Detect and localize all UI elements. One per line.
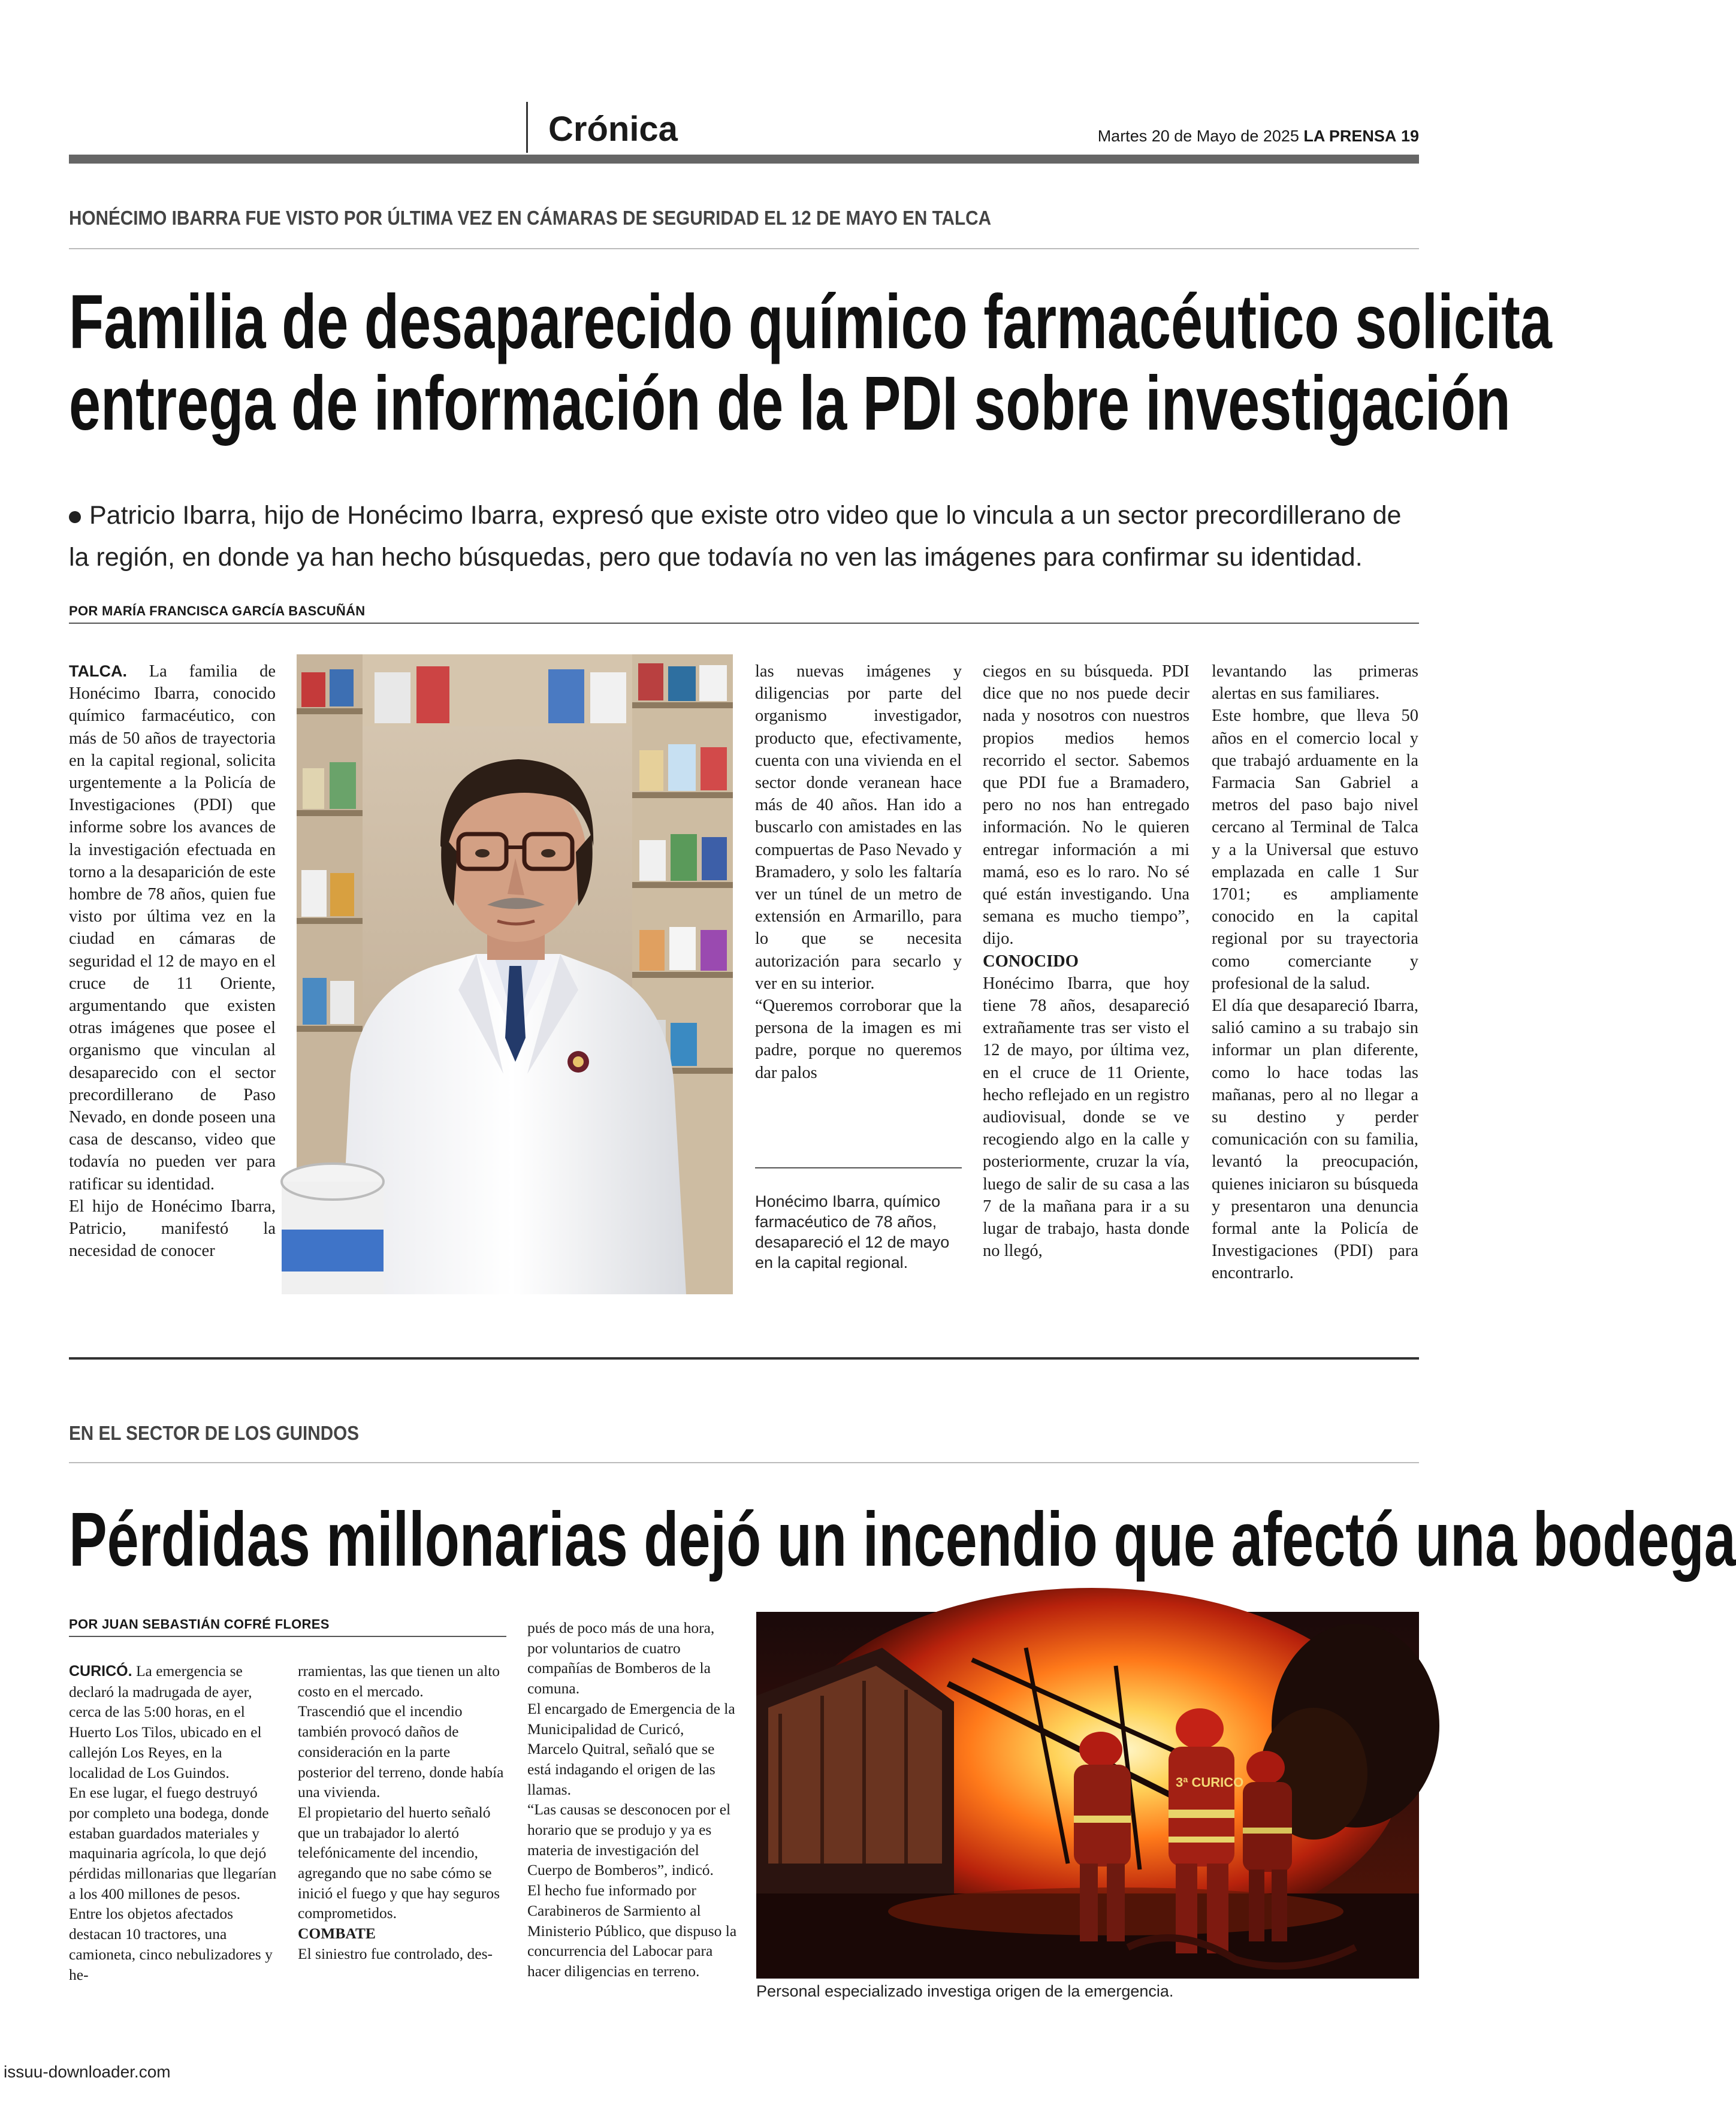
page-info (1098, 127, 1419, 146)
article1-subhead: CONOCIDO (983, 952, 1079, 971)
dateline: TALCA. (69, 662, 127, 680)
article2-headline: Pérdidas millonarias dejó un incendio que afectó una bodega (69, 1497, 1736, 1582)
paragraph: “Las causas se desconocen por el horario que se produjo y ya es materia de investigación del Cuerpo de Bomberos”, indicó. (527, 1801, 731, 1879)
paragraph: En ese lugar, el fuego destruyó por completo una bodega, donde estaban guardados materiales y maquinaria agrícola, lo que dejó pérdidas millonarias que llegarían a los 400 millones de pesos. (69, 1784, 277, 1902)
paragraph: Entre los objetos afectados destacan 10 tractores, una camioneta, cinco nebulizadores y he- (69, 1905, 273, 1983)
article2-subhead: COMBATE (298, 1925, 376, 1943)
article1-byline: POR MARÍA FRANCISCA GARCÍA BASCUÑÁN (69, 603, 366, 618)
kicker-rule (69, 1462, 1419, 1463)
paragraph-text: La familia de Honécimo Ibarra, conocido químico farmacéutico, con más de 50 años de trayectoria en la capital regional, solicita urgentemente a la Policía de Investigaciones (PDI) que informe sobre los avances de la investigación efectuada en torno a la desaparición de este hombre de 78 años, quien fue visto por última vez en la ciudad en cámaras de seguridad el 12 de mayo en el cruce de 11 Oriente, argumentando que existen otras imágenes que posee el organismo que vinculan al desaparecido con el sector precordillerano de Paso Nevado, en donde poseen una casa de descanso, video que todavía no pueden ver para ratificar su identidad. (69, 662, 276, 1194)
article1-column-4 (983, 660, 1189, 1297)
firefighter-label: 3ª CURICO (1176, 1775, 1244, 1790)
article2-column-3 (527, 1618, 737, 2010)
paragraph: Trascendió que el incendio también provocó daños de consideración en la parte posterior del terreno, donde había una vivienda. (298, 1702, 504, 1801)
paragraph: pués de poco más de una hora, por voluntarios de cuatro compañías de Bomberos de la comuna. (527, 1619, 715, 1698)
page-number: 19 (1400, 127, 1419, 145)
paragraph: rramientas, las que tienen un alto costo en el mercado. (298, 1662, 500, 1700)
kicker-rule (69, 248, 1419, 249)
paragraph (69, 660, 276, 1195)
article2-byline: POR JUAN SEBASTIÁN COFRÉ FLORES (69, 1617, 330, 1632)
publication-name: LA PRENSA (1303, 127, 1397, 145)
pharmacist-photo (297, 654, 733, 1294)
article1-column-5 (1212, 660, 1418, 1297)
byline-rule (69, 623, 1419, 624)
article1-headline-line2: entrega de información de la PDI sobre investigación (69, 361, 1511, 446)
article1-column-1 (69, 660, 276, 1297)
fire-illustration (756, 1612, 1419, 1979)
paragraph: El hecho fue informado por Carabineros de Sarmiento al Ministerio Público, que dispuso la concurrencia del Labocar para hacer diligencias en terreno. (527, 1881, 737, 1980)
dateline: CURICÓ. (69, 1663, 132, 1680)
paragraph: levantando las primeras alertas en sus familiares. (1212, 662, 1418, 703)
paragraph: El día que desapareció Ibarra, salió camino a su trabajo sin informar un plan diferente, como lo hace todas las mañanas, pero al no llegar a su destino y perder comunicación con su familia, levantó la preocupación, quienes iniciaron su búsqueda y presentaron una denuncia formal ante la Policía de Investigaciones (PDI) para encontrarlo. (1212, 996, 1418, 1283)
paragraph: Este hombre, que lleva 50 años en el comercio local y que trabajó arduamente en la Farmacia San Gabriel a metros del paso bajo nivel cercano al Terminal de Talca y a la Universal que estuvo emplazada en calle 1 Sur 1701; es ampliamente conocido en la capital regional por su trayectoria como comerciante y profesional de la salud. (1212, 706, 1418, 993)
fire-photo (756, 1612, 1419, 1979)
watermark: issuu-downloader.com (4, 2062, 171, 2081)
paragraph (69, 1661, 279, 1783)
paragraph: El siniestro fue controlado, des- (298, 1944, 493, 1962)
paragraph: las nuevas imágenes y diligencias por parte del organismo investigador, producto que, efectivamente, cuenta con una vivienda en el sector donde veranean hace más de 40 años. Han ido a buscarlo con amistades en las compuertas de Paso Nevado y Bramadero, y solo les faltaría ver un túnel de un metro de extensión en Armarillo, para lo que se necesita autorización para secarlo y ver en su interior. (755, 662, 962, 993)
article1-headline-line1: Familia de desaparecido químico farmacéutico solicita (69, 279, 1552, 365)
article1-column-3 (755, 660, 962, 1110)
paragraph: “Queremos corroborar que la persona de la imagen es mi padre, porque no queremos dar palos (755, 996, 962, 1082)
paragraph: El hijo de Honécimo Ibarra, Patricio, manifestó la necesidad de conocer (69, 1197, 276, 1261)
article1-lead (69, 494, 1419, 578)
bullet-icon (69, 511, 81, 523)
header-divider (526, 102, 528, 153)
article1-kicker: HONÉCIMO IBARRA FUE VISTO POR ÚLTIMA VEZ EN CÁMARAS DE SEGURIDAD EL 12 DE MAYO EN TALCA (69, 207, 992, 229)
article2-column-1 (69, 1661, 279, 2010)
article2-column-2 (298, 1661, 508, 2010)
paragraph: Honécimo Ibarra, que hoy tiene 78 años, desapareció extrañamente tras ser visto el 12 de mayo, por última vez, en el cruce de 11 Oriente, hecho reflejado en un registro audiovisual, donde se ve recogiendo algo en la calle y posteriormente, cruzar la vía, luego de salir de su casa a las 7 de la mañana para ir a su lugar de trabajo, hasta donde no llegó, (983, 974, 1189, 1261)
byline-rule (69, 1636, 506, 1637)
paragraph: El propietario del huerto señaló que un trabajador lo alertó telefónicamente del incendio, agregando que no sabe cómo se inició el fuego y que hay seguros comprometidos. (298, 1803, 500, 1922)
paragraph-text: La emergencia se declaró la madrugada de ayer, cerca de las 5:00 horas, en el Huerto Los Tilos, ubicado en el callejón Los Reyes, en la localidad de Los Guindos. (69, 1662, 262, 1781)
caption-rule (755, 1167, 962, 1168)
header-rule (69, 155, 1419, 164)
article2-kicker: EN EL SECTOR DE LOS GUINDOS (69, 1422, 360, 1444)
article2-photo-caption: Personal especializado investiga origen de la emergencia. (756, 1982, 1174, 2000)
article1-photo-caption: Honécimo Ibarra, químico farmacéutico de 78 años, desapareció el 12 de mayo en la capital regional. (755, 1192, 950, 1272)
article1-lead-text: Patricio Ibarra, hijo de Honécimo Ibarra, expresó que existe otro video que lo vincula a un sector precordillerano de la región, en donde ya han hecho búsquedas, pero que todavía no ven las imágenes para confirmar su identidad. (69, 501, 1402, 572)
section-name: Crónica (548, 110, 678, 149)
article-separator (69, 1357, 1419, 1360)
issue-date: Martes 20 de Mayo de 2025 (1097, 127, 1299, 145)
paragraph: ciegos en su búsqueda. PDI dice que no nos puede decir nada y nosotros con nuestros propios medios hemos recorrido el sector. Sabemos que PDI fue a Bramadero, pero no nos han entregado información. No le quieren entregar información a mi mamá, eso es lo raro. No sé qué están investigando. Una semana es mucho tiempo”, dijo. (983, 662, 1189, 949)
paragraph: El encargado de Emergencia de la Municipalidad de Curicó, Marcelo Quitral, señaló que se está indagando el origen de las llamas. (527, 1699, 735, 1798)
pharmacist-illustration (297, 654, 733, 1294)
